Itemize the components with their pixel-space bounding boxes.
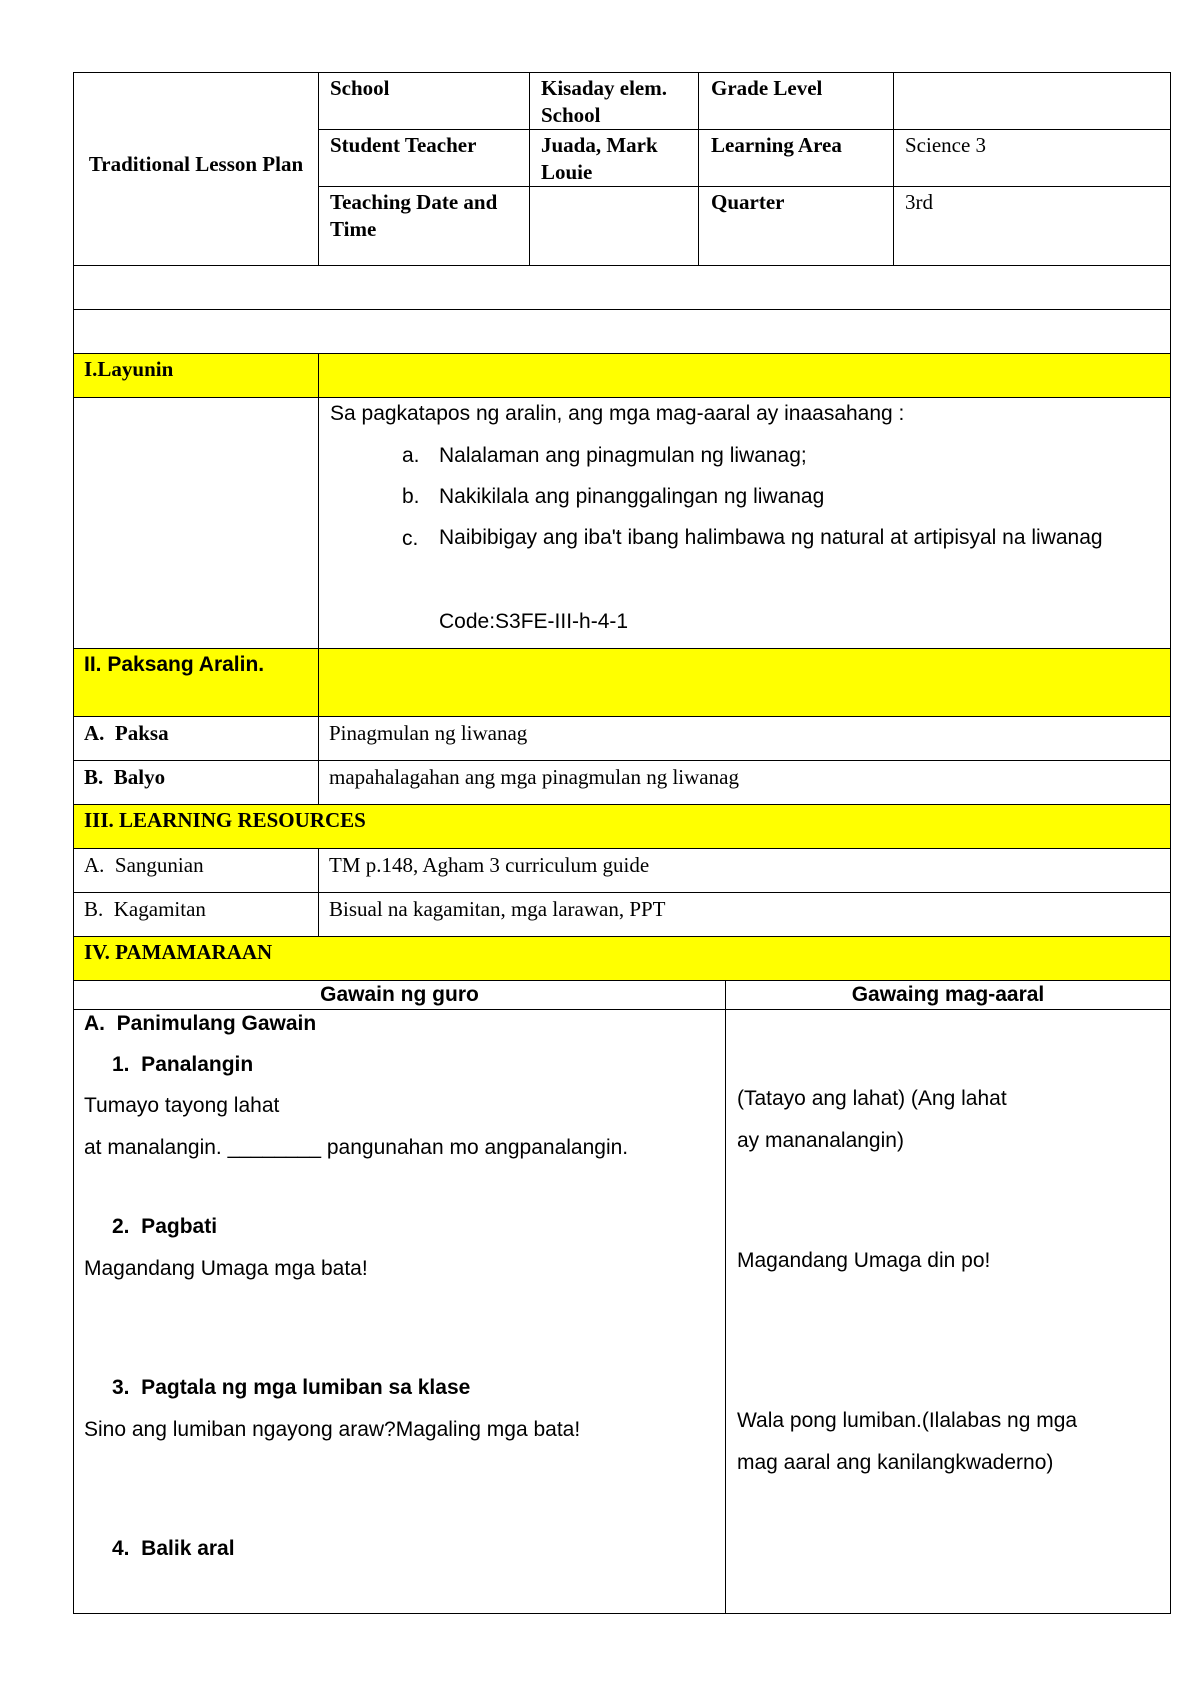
layunin-left-cell (73, 397, 319, 649)
grade-label: Grade Level (711, 76, 823, 100)
blank-row-2 (73, 309, 1171, 354)
step-2-guro: Magandang Umaga mga bata! (84, 1257, 368, 1280)
resources-heading: III. LEARNING RESOURCES (84, 808, 366, 832)
paksang-aralin-heading-fill (318, 648, 1171, 717)
grade-value-cell (893, 72, 1171, 130)
step-3-guro: Sino ang lumiban ngayong araw?Magaling mga bata! (84, 1418, 581, 1441)
learning-area-value: Science 3 (905, 133, 987, 157)
step-1-title: 1. Panalangin (112, 1053, 254, 1076)
section-a-title: A. Panimulang Gawain (84, 1012, 317, 1035)
objective-a: Nalalaman ang pinagmulan ng liwanag; (439, 444, 807, 467)
objective-marker-c: c. (402, 527, 419, 550)
student-teacher-value: Juada, Mark Louie (541, 133, 658, 185)
step-2-title: 2. Pagbati (112, 1215, 218, 1238)
date-value-cell (529, 186, 699, 266)
student-teacher-label: Student Teacher (330, 133, 477, 157)
school-label: School (330, 76, 390, 100)
objective-marker-a: a. (402, 444, 420, 467)
learning-area-label: Learning Area (711, 133, 842, 157)
step-3-title: 3. Pagtala ng mga lumiban sa klase (112, 1376, 471, 1399)
kagamitan-value: Bisual na kagamitan, mga larawan, PPT (329, 897, 666, 921)
quarter-label: Quarter (711, 190, 785, 214)
col-mag-aaral-header: Gawaing mag-aaral (851, 983, 1045, 1006)
pamamaraan-heading: IV. PAMAMARAAN (84, 940, 273, 964)
paksa-label: A. Paksa (84, 721, 169, 745)
step-1-guro: Tumayo tayong lahat at manalangin. ________ pangunahan mo angpanalangin. (84, 1094, 629, 1159)
sangunian-label: A. Sangunian (84, 853, 204, 877)
sangunian-value: TM p.148, Agham 3 curriculum guide (329, 853, 650, 877)
step-3-mag-aaral: Wala pong lumiban.(Ilalabas ng mga mag aaral ang kanilangkwaderno) (737, 1409, 1078, 1474)
objective-b: Nakikilala ang pinanggalingan ng liwanag (439, 485, 825, 508)
school-value: Kisaday elem. School (541, 76, 667, 128)
balyo-value: mapahalagahan ang mga pinagmulan ng liwanag (329, 765, 739, 789)
step-4-title: 4. Balik aral (112, 1537, 235, 1560)
paksa-value: Pinagmulan ng liwanag (329, 721, 528, 745)
paksang-aralin-heading: II. Paksang Aralin. (84, 653, 265, 676)
quarter-value: 3rd (905, 190, 933, 214)
balyo-label: B. Balyo (84, 765, 166, 789)
plan-title: Traditional Lesson Plan (88, 152, 304, 176)
objective-c: Naibibigay ang iba't ibang halimbawa ng natural at artipisyal na liwanag (439, 526, 1103, 549)
objective-marker-b: b. (402, 485, 420, 508)
layunin-heading-fill (318, 353, 1171, 398)
kagamitan-label: B. Kagamitan (84, 897, 206, 921)
objective-code: Code:S3FE-III-h-4-1 (439, 610, 629, 633)
date-label: Teaching Date and Time (330, 190, 498, 242)
step-1-mag-aaral: (Tatayo ang lahat) (Ang lahat ay mananalangin) (737, 1087, 1007, 1152)
col-guro-header: Gawain ng guro (320, 983, 479, 1006)
layunin-intro: Sa pagkatapos ng aralin, ang mga mag-aaral ay inaasahang : (330, 402, 905, 425)
step-2-mag-aaral: Magandang Umaga din po! (737, 1249, 991, 1272)
layunin-heading: I.Layunin (84, 357, 174, 381)
blank-row-1 (73, 265, 1171, 310)
